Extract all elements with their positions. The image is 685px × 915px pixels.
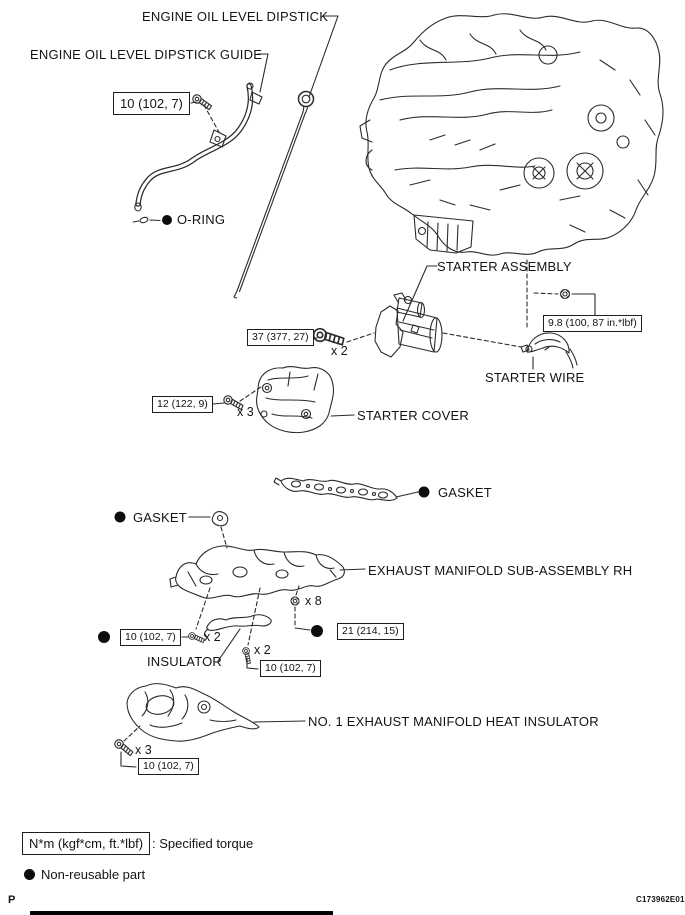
torque-box-heat-insulator: 10 (102, 7) [138, 758, 199, 775]
torque-box-insulator: 10 (102, 7) [260, 660, 321, 677]
torque-box-manifold-support: 10 (102, 7) [120, 629, 181, 646]
bottom-bar [30, 911, 333, 915]
non-reusable-dot [162, 215, 172, 225]
label-engine-oil-level-dipstick: ENGINE OIL LEVEL DIPSTICK [142, 9, 329, 24]
bolt-icon [188, 632, 205, 643]
torque-box-manifold-nut: 21 (214, 15) [337, 623, 404, 640]
figure-code: C173962E01 [636, 895, 685, 904]
label-starter-cover: STARTER COVER [357, 408, 469, 423]
torque-box-starter-wire: 9.8 (100, 87 in.*lbf) [543, 315, 642, 332]
non-reusable-dot [24, 869, 35, 880]
legend-non-reusable: Non-reusable part [41, 867, 146, 882]
starter-wire-illustration [521, 333, 577, 368]
label-gasket-upper: GASKET [438, 485, 492, 500]
engine-illustration [360, 14, 663, 255]
non-reusable-dot [98, 631, 110, 643]
label-oring: O-RING [177, 212, 226, 227]
manifold-illustration [170, 546, 344, 598]
qty-starter-bolts: x 2 [331, 344, 348, 358]
label-gasket-lower: GASKET [133, 510, 187, 525]
qty-cover-bolts: x 3 [237, 405, 254, 419]
qty-manifold-nuts: x 8 [305, 594, 322, 608]
heat-insulator-illustration [127, 684, 259, 742]
torque-box-dipstick-guide: 10 (102, 7) [113, 92, 190, 115]
label-insulator: INSULATOR [147, 654, 223, 669]
label-heat-insulator: NO. 1 EXHAUST MANIFOLD HEAT INSULATOR [308, 714, 599, 729]
legend-torque-unit-box: N*m (kgf*cm, ft.*lbf) [22, 832, 150, 855]
qty-heat-insulator-bolts: x 3 [135, 743, 152, 757]
gasket-small-illustration [212, 512, 227, 526]
oring-part-illustration [133, 216, 149, 223]
bolt-icon [191, 93, 213, 109]
torque-box-starter-cover: 12 (122, 9) [152, 396, 213, 413]
non-reusable-dot [115, 512, 126, 523]
label-starter-wire: STARTER WIRE [485, 370, 585, 385]
starter-cover-illustration [257, 367, 334, 433]
non-reusable-dot [311, 625, 323, 637]
label-dipstick-guide: ENGINE OIL LEVEL DIPSTICK GUIDE [30, 47, 263, 62]
nut-icon [291, 597, 299, 605]
label-starter-assembly: STARTER ASSEMBLY [437, 259, 572, 274]
non-reusable-dot [419, 487, 430, 498]
legend-torque-caption: : Specified torque [152, 836, 254, 851]
starter-illustration [375, 293, 442, 357]
qty-insulator-bolts: x 2 [254, 643, 271, 657]
bolt-icon [313, 328, 345, 345]
gasket-strip-illustration [274, 478, 397, 500]
oil-pan-illustration [414, 215, 473, 253]
bolt-icon [242, 647, 254, 665]
qty-support-bolts: x 2 [204, 630, 221, 644]
torque-box-starter: 37 (377, 27) [247, 329, 314, 346]
nut-icon [561, 290, 570, 299]
label-exhaust-manifold: EXHAUST MANIFOLD SUB-ASSEMBLY RH [368, 563, 633, 578]
page-marker: P [8, 894, 16, 906]
